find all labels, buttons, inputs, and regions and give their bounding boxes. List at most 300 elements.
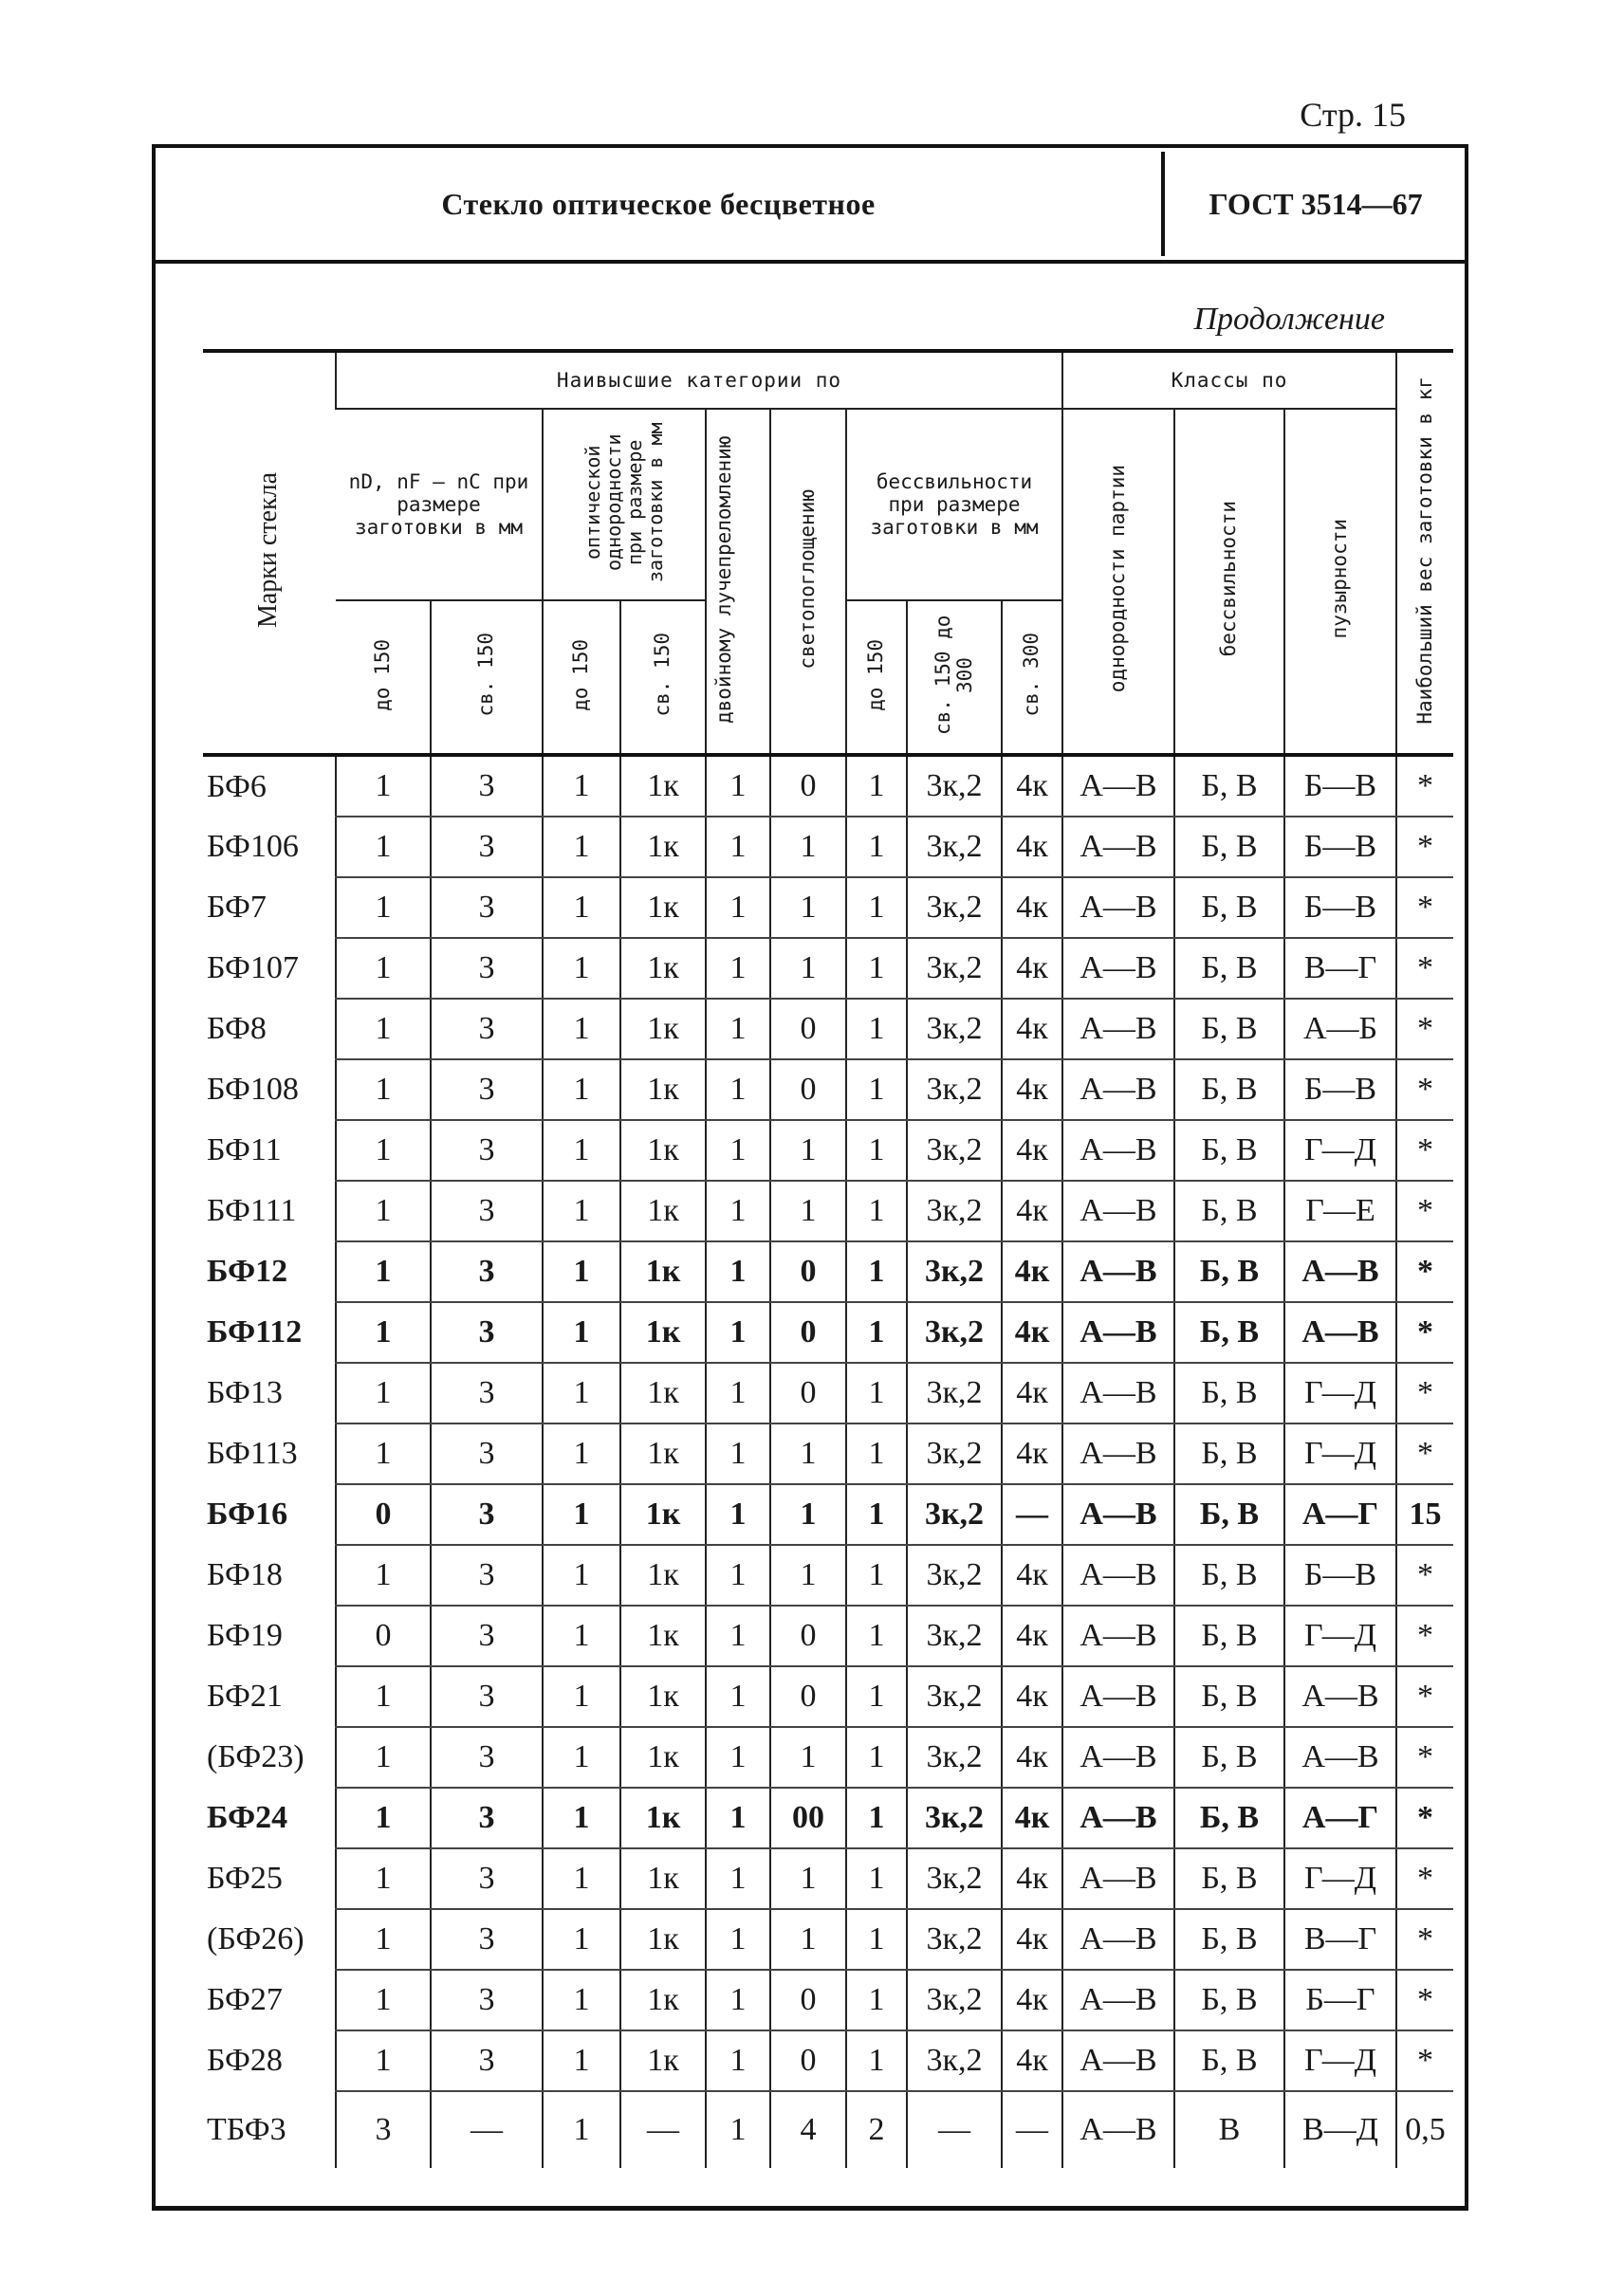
cell-class-homogeneity: А—В [1062,1302,1174,1363]
document-frame [152,144,1468,2211]
col-refractive-index: nD, nF — nC при размере заготовки в мм [336,409,543,600]
cell-class-homogeneity: А—В [1062,1363,1174,1424]
cell-class-homogeneity: А—В [1062,877,1174,938]
cell-class-bubbles: А—Б [1284,999,1396,1059]
cell-striae-to150: 1 [846,1241,907,1302]
col-opt-over150-label: св. 150 [651,633,674,717]
col-striae-categories: бессвильности при размере заготовки в мм [846,409,1062,600]
header-divider [1161,152,1165,256]
cell-max-weight: * [1396,755,1453,817]
table-row [203,1970,1453,2030]
cell-absorption: 0 [770,1302,846,1363]
cell-striae-over300: 4к [1002,1788,1062,1848]
cell-opt-over150: 1к [620,1241,706,1302]
cell-max-weight: * [1396,2030,1453,2091]
cell-striae-to150: 1 [846,2030,907,2091]
cell-striae-to150: 1 [846,1424,907,1484]
cell-striae-150-300: 3к,2 [907,1606,1002,1666]
cell-refr-over150: 3 [431,1120,543,1181]
cell-max-weight: * [1396,1424,1453,1484]
cell-birefringence: 1 [706,938,770,999]
cell-refr-over150: 3 [431,1848,543,1909]
cell-absorption: 1 [770,817,846,877]
document-header [156,148,1465,264]
cell-striae-over300: 4к [1002,755,1062,817]
cell-refr-to150: 1 [336,1181,431,1241]
cell-birefringence: 1 [706,755,770,817]
cell-class-homogeneity: А—В [1062,1424,1174,1484]
cell-opt-over150: 1к [620,877,706,938]
cell-mark: БФ111 [207,1193,297,1228]
cell-opt-over150: — [620,2091,706,2168]
cell-refr-to150: 1 [336,1848,431,1909]
table-row [203,1241,1453,1302]
cell-striae-150-300: 3к,2 [907,1181,1002,1241]
cell-class-bubbles: Г—Е [1284,1181,1396,1241]
table-row [203,1302,1453,1363]
col-striae-over300 [1002,600,1062,755]
table-row [203,1788,1453,1848]
cell-opt-over150: 1к [620,1545,706,1606]
cell-opt-over150: 1к [620,1909,706,1970]
cell-class-homogeneity: А—В [1062,1606,1174,1666]
cell-striae-150-300: 3к,2 [907,1424,1002,1484]
cell-refr-to150: 1 [336,1241,431,1302]
cell-absorption: 0 [770,1666,846,1727]
cell-absorption: 1 [770,1545,846,1606]
cell-striae-to150: 1 [846,1059,907,1120]
table-row [203,877,1453,938]
cell-class-bubbles: А—Г [1284,1484,1396,1545]
cell-birefringence: 1 [706,1727,770,1788]
cell-striae-150-300: 3к,2 [907,1788,1002,1848]
cell-opt-over150: 1к [620,1666,706,1727]
cell-birefringence: 1 [706,817,770,877]
cell-birefringence: 1 [706,1424,770,1484]
col-striae-to150-label: до 150 [864,638,888,711]
cell-mark: БФ108 [207,1072,299,1107]
cell-opt-to150: 1 [543,755,620,817]
cell-class-bubbles: Г—Д [1284,1424,1396,1484]
cell-refr-over150: 3 [431,2030,543,2091]
cell-class-homogeneity: А—В [1062,755,1174,817]
cell-striae-to150: 1 [846,1545,907,1606]
cell-class-striae: Б, В [1174,755,1284,817]
cell-birefringence: 1 [706,2030,770,2091]
cell-absorption: 0 [770,999,846,1059]
cell-striae-over300: 4к [1002,1606,1062,1666]
cell-class-homogeneity: А—В [1062,999,1174,1059]
cell-birefringence: 1 [706,1909,770,1970]
col-opt-to150 [543,600,620,755]
cell-striae-over300: 4к [1002,1970,1062,2030]
cell-birefringence: 1 [706,1606,770,1666]
cell-class-homogeneity: А—В [1062,1970,1174,2030]
cell-max-weight: * [1396,938,1453,999]
cell-max-weight: * [1396,1120,1453,1181]
cell-striae-150-300: 3к,2 [907,817,1002,877]
cell-opt-over150: 1к [620,1363,706,1424]
cell-class-striae: Б, В [1174,1788,1284,1848]
cell-opt-over150: 1к [620,817,706,877]
col-light-absorption [770,409,846,755]
cell-opt-to150: 1 [543,1484,620,1545]
cell-class-striae: Б, В [1174,1666,1284,1727]
cell-absorption: 1 [770,1727,846,1788]
cell-max-weight: * [1396,1848,1453,1909]
cell-mark: ТБФ3 [207,2111,286,2147]
cell-opt-over150: 1к [620,1059,706,1120]
cell-class-homogeneity: А—В [1062,1059,1174,1120]
cell-striae-to150: 1 [846,1970,907,2030]
cell-absorption: 0 [770,1059,846,1120]
cell-opt-over150: 1к [620,938,706,999]
cell-striae-to150: 1 [846,1848,907,1909]
cell-mark: БФ19 [207,1618,283,1653]
cell-refr-to150: 1 [336,1727,431,1788]
cell-refr-over150: 3 [431,999,543,1059]
col-max-weight [1396,353,1453,755]
cell-opt-to150: 1 [543,2030,620,2091]
cell-refr-to150: 1 [336,1059,431,1120]
cell-birefringence: 1 [706,1363,770,1424]
cell-absorption: 1 [770,1909,846,1970]
col-class-homogeneity [1062,409,1174,755]
cell-opt-over150: 1к [620,755,706,817]
cell-striae-over300: 4к [1002,999,1062,1059]
cell-class-bubbles: Б—В [1284,1545,1396,1606]
cell-striae-150-300: 3к,2 [907,999,1002,1059]
cell-absorption: 1 [770,1484,846,1545]
cell-striae-150-300: — [907,2091,1002,2168]
cell-striae-to150: 1 [846,755,907,817]
table-row [203,1666,1453,1727]
cell-class-bubbles: А—В [1284,1727,1396,1788]
col-class-bubbles-label: пузырности [1328,519,1352,639]
cell-absorption: 1 [770,1848,846,1909]
cell-opt-to150: 1 [543,1727,620,1788]
cell-mark: (БФ26) [207,1921,304,1956]
cell-striae-150-300: 3к,2 [907,1909,1002,1970]
cell-class-homogeneity: А—В [1062,1120,1174,1181]
cell-max-weight: * [1396,1788,1453,1848]
cell-striae-to150: 1 [846,817,907,877]
table-row [203,1059,1453,1120]
cell-class-striae: Б, В [1174,817,1284,877]
cell-striae-150-300: 3к,2 [907,1059,1002,1120]
cell-opt-over150: 1к [620,1424,706,1484]
cell-opt-over150: 1к [620,1727,706,1788]
cell-opt-to150: 1 [543,1970,620,2030]
cell-striae-over300: 4к [1002,1059,1062,1120]
cell-striae-over300: 4к [1002,2030,1062,2091]
cell-class-bubbles: А—В [1284,1666,1396,1727]
cell-class-striae: В [1174,2091,1284,2168]
cell-birefringence: 1 [706,1241,770,1302]
cell-birefringence: 1 [706,1181,770,1241]
cell-class-homogeneity: А—В [1062,2091,1174,2168]
cell-refr-over150: 3 [431,1909,543,1970]
cell-class-striae: Б, В [1174,1363,1284,1424]
col-refr-to150-label: до 150 [370,638,394,711]
cell-max-weight: * [1396,1241,1453,1302]
col-class-homogeneity-label: однородности партии [1106,465,1130,693]
cell-class-bubbles: Г—Д [1284,2030,1396,2091]
cell-refr-over150: 3 [431,1424,543,1484]
cell-refr-over150: 3 [431,1606,543,1666]
cell-refr-to150: 0 [336,1484,431,1545]
cell-striae-over300: 4к [1002,1302,1062,1363]
col-striae-150-300 [907,600,1002,755]
cell-refr-to150: 1 [336,1666,431,1727]
cell-striae-over300: 4к [1002,1848,1062,1909]
cell-max-weight: * [1396,1363,1453,1424]
cell-refr-over150: 3 [431,1970,543,2030]
cell-class-striae: Б, В [1174,1848,1284,1909]
cell-refr-to150: 1 [336,1909,431,1970]
col-striae-150-300-label: св. 150 до 300 [931,615,976,735]
cell-class-striae: Б, В [1174,1909,1284,1970]
cell-class-homogeneity: А—В [1062,1484,1174,1545]
table-row [203,1909,1453,1970]
cell-class-striae: Б, В [1174,1970,1284,2030]
cell-refr-over150: 3 [431,1302,543,1363]
cell-class-homogeneity: А—В [1062,1241,1174,1302]
cell-max-weight: * [1396,1727,1453,1788]
cell-opt-over150: 1к [620,1848,706,1909]
cell-opt-to150: 1 [543,1120,620,1181]
cell-refr-over150: 3 [431,1363,543,1424]
col-refr-over150 [431,600,543,755]
cell-refr-over150: 3 [431,1181,543,1241]
cell-opt-over150: 1к [620,999,706,1059]
cell-opt-to150: 1 [543,877,620,938]
table-row [203,1120,1453,1181]
cell-class-bubbles: Б—В [1284,877,1396,938]
cell-refr-over150: 3 [431,1545,543,1606]
table-row [203,1484,1453,1545]
cell-striae-150-300: 3к,2 [907,1484,1002,1545]
glass-categories-table [203,349,1453,2168]
table-row [203,1424,1453,1484]
cell-striae-over300: 4к [1002,938,1062,999]
cell-opt-over150: 1к [620,1484,706,1545]
cell-striae-150-300: 3к,2 [907,1848,1002,1909]
cell-refr-to150: 1 [336,1120,431,1181]
cell-max-weight: * [1396,1970,1453,2030]
cell-refr-to150: 1 [336,817,431,877]
cell-striae-to150: 1 [846,1909,907,1970]
cell-absorption: 1 [770,1181,846,1241]
cell-opt-to150: 1 [543,1606,620,1666]
cell-opt-to150: 1 [543,1788,620,1848]
col-class-striae [1174,409,1284,755]
col-opt-over150 [620,600,706,755]
table-row [203,1848,1453,1909]
cell-opt-over150: 1к [620,2030,706,2091]
cell-refr-to150: 0 [336,1606,431,1666]
table-row [203,1727,1453,1788]
cell-absorption: 0 [770,755,846,817]
table-header [203,351,1453,755]
cell-birefringence: 1 [706,2091,770,2168]
cell-birefringence: 1 [706,1484,770,1545]
cell-refr-to150: 1 [336,1424,431,1484]
cell-opt-over150: 1к [620,1302,706,1363]
cell-refr-over150: 3 [431,877,543,938]
cell-refr-over150: — [431,2091,543,2168]
cell-opt-over150: 1к [620,1970,706,2030]
cell-striae-150-300: 3к,2 [907,1120,1002,1181]
cell-max-weight: * [1396,1545,1453,1606]
group-classes: Классы по [1062,353,1396,409]
cell-striae-to150: 2 [846,2091,907,2168]
cell-max-weight: * [1396,1181,1453,1241]
cell-striae-over300: 4к [1002,877,1062,938]
cell-birefringence: 1 [706,1120,770,1181]
cell-refr-to150: 1 [336,1545,431,1606]
table-row [203,1181,1453,1241]
cell-max-weight: 0,5 [1396,2091,1453,2168]
col-light-absorption-label: светопоглощению [796,488,820,670]
cell-striae-to150: 1 [846,1484,907,1545]
continuation-label: Продолжение [1193,302,1385,337]
cell-class-homogeneity: А—В [1062,1848,1174,1909]
cell-opt-over150: 1к [620,1788,706,1848]
cell-striae-to150: 1 [846,1181,907,1241]
cell-max-weight: * [1396,999,1453,1059]
cell-opt-to150: 1 [543,1848,620,1909]
cell-class-striae: Б, В [1174,938,1284,999]
cell-mark: БФ28 [207,2043,283,2078]
cell-striae-over300: 4к [1002,1363,1062,1424]
cell-refr-to150: 1 [336,2030,431,2091]
cell-mark: БФ112 [207,1314,303,1350]
cell-class-striae: Б, В [1174,1727,1284,1788]
cell-refr-over150: 3 [431,755,543,817]
cell-striae-150-300: 3к,2 [907,755,1002,817]
cell-opt-to150: 1 [543,1241,620,1302]
cell-opt-to150: 1 [543,1909,620,1970]
cell-class-bubbles: Г—Д [1284,1606,1396,1666]
cell-max-weight: * [1396,1666,1453,1727]
cell-striae-to150: 1 [846,1302,907,1363]
cell-absorption: 1 [770,938,846,999]
cell-striae-to150: 1 [846,1120,907,1181]
table-row [203,2030,1453,2091]
cell-striae-to150: 1 [846,1363,907,1424]
cell-opt-over150: 1к [620,1606,706,1666]
cell-striae-150-300: 3к,2 [907,877,1002,938]
cell-class-bubbles: В—Д [1284,2091,1396,2168]
cell-class-bubbles: Г—Д [1284,1120,1396,1181]
cell-striae-150-300: 3к,2 [907,1302,1002,1363]
cell-opt-to150: 1 [543,817,620,877]
cell-refr-over150: 3 [431,1727,543,1788]
col-class-bubbles [1284,409,1396,755]
cell-refr-to150: 1 [336,1788,431,1848]
col-striae-over300-label: св. 300 [1020,633,1043,717]
table-row [203,817,1453,877]
cell-mark: БФ25 [207,1861,283,1896]
cell-mark: БФ16 [207,1497,288,1532]
cell-refr-to150: 1 [336,1363,431,1424]
col-optical-homogeneity-label: оптической однородности при размере заготовки в мм [581,422,667,582]
cell-striae-over300: 4к [1002,1181,1062,1241]
cell-striae-150-300: 3к,2 [907,2030,1002,2091]
cell-class-striae: Б, В [1174,877,1284,938]
cell-striae-over300: — [1002,1484,1062,1545]
cell-class-striae: Б, В [1174,1120,1284,1181]
cell-birefringence: 1 [706,1302,770,1363]
cell-refr-to150: 1 [336,1302,431,1363]
col-mark-label: Марки стекла [253,472,284,629]
cell-mark: БФ6 [203,755,336,817]
cell-mark: БФ13 [207,1375,283,1410]
cell-class-striae: Б, В [1174,1424,1284,1484]
cell-opt-over150: 1к [620,1120,706,1181]
table-row [203,1363,1453,1424]
cell-birefringence: 1 [706,1848,770,1909]
cell-opt-to150: 1 [543,1059,620,1120]
cell-birefringence: 1 [706,877,770,938]
table-body [203,755,1453,2168]
cell-class-bubbles: Б—Г [1284,1970,1396,2030]
cell-class-bubbles: Г—Д [1284,1363,1396,1424]
cell-class-bubbles: А—Г [1284,1788,1396,1848]
cell-striae-150-300: 3к,2 [907,1970,1002,2030]
col-birefringence [706,409,770,755]
cell-class-striae: Б, В [1174,1059,1284,1120]
standard-number: ГОСТ 3514—67 [1209,186,1423,221]
cell-striae-over300: 4к [1002,1666,1062,1727]
cell-birefringence: 1 [706,999,770,1059]
cell-max-weight: * [1396,1059,1453,1120]
cell-class-homogeneity: А—В [1062,1666,1174,1727]
cell-mark: БФ27 [207,1982,283,2017]
col-birefringence-label: двойному лучепреломлению [712,434,735,724]
cell-mark: БФ8 [207,1011,267,1046]
cell-max-weight: * [1396,1606,1453,1666]
cell-striae-over300: 4к [1002,1120,1062,1181]
cell-mark: БФ24 [207,1800,288,1835]
cell-opt-to150: 1 [543,1181,620,1241]
cell-refr-over150: 3 [431,817,543,877]
col-opt-to150-label: до 150 [569,638,593,711]
cell-mark: БФ113 [207,1436,298,1471]
col-class-striae-label: бессвильности [1217,501,1241,657]
cell-class-homogeneity: А—В [1062,1909,1174,1970]
col-refr-to150 [336,600,431,755]
page-number: Стр. 15 [1300,96,1406,134]
cell-refr-over150: 3 [431,938,543,999]
cell-class-bubbles: Б—В [1284,755,1396,817]
cell-class-homogeneity: А—В [1062,938,1174,999]
cell-class-bubbles: В—Г [1284,1909,1396,1970]
cell-refr-over150: 3 [431,1484,543,1545]
cell-striae-over300: — [1002,2091,1062,2168]
cell-striae-150-300: 3к,2 [907,1545,1002,1606]
cell-striae-over300: 4к [1002,1727,1062,1788]
cell-absorption: 1 [770,1424,846,1484]
cell-refr-to150: 1 [336,1970,431,2030]
cell-opt-to150: 1 [543,2091,620,2168]
document-title: Стекло оптическое бесцветное [441,186,876,221]
cell-refr-to150: 1 [336,877,431,938]
cell-refr-to150: 1 [336,755,431,817]
cell-striae-to150: 1 [846,877,907,938]
cell-absorption: 0 [770,2030,846,2091]
